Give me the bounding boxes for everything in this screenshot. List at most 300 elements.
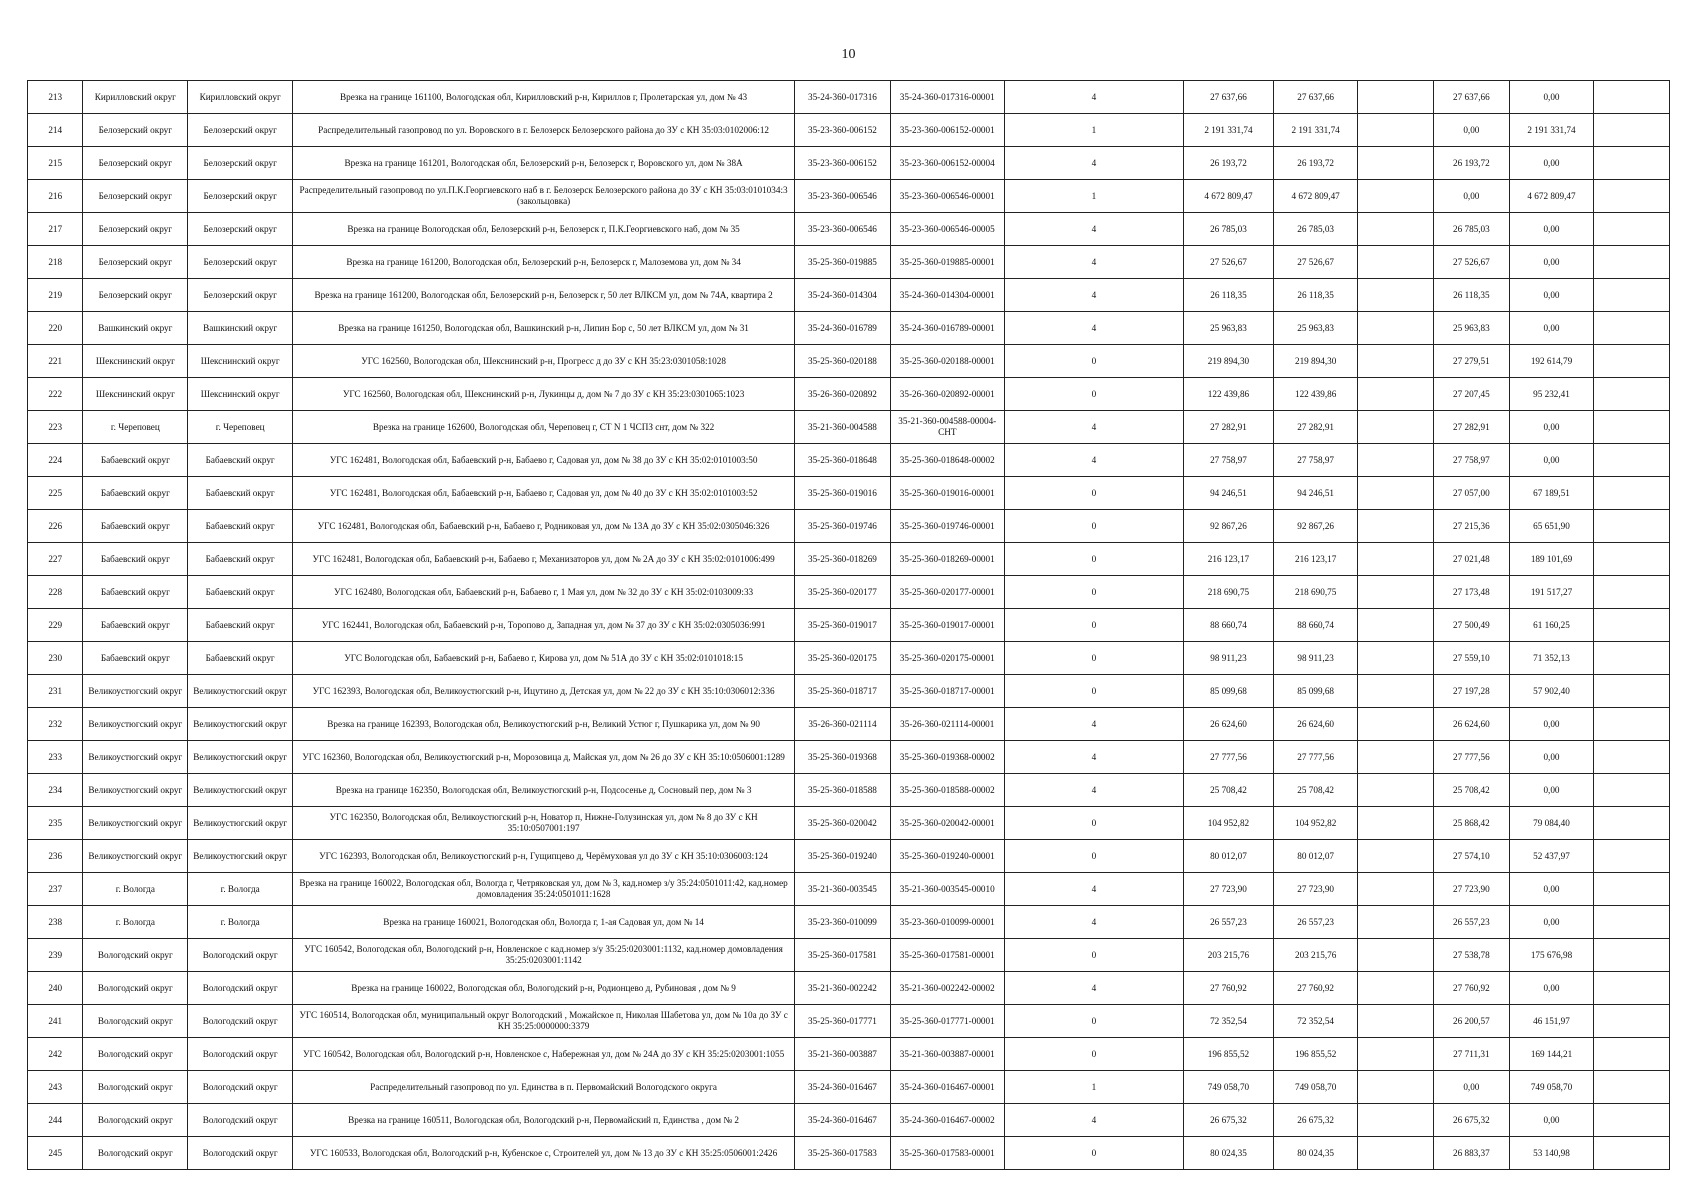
municipality-cell: Бабаевский округ [188, 543, 293, 576]
row-number: 244 [28, 1104, 83, 1137]
empty-cell [1594, 1137, 1670, 1170]
total-amount-cell: 98 911,23 [1184, 642, 1274, 675]
object-description-cell: УГС 160542, Вологодская обл, Вологодский р-н, Новленское с, Набережная ул, дом № 24А до ЗУ с КН 35:25:0203001:1055 [293, 1038, 795, 1071]
district-cell: Бабаевский округ [83, 510, 188, 543]
district-cell: Шекснинский округ [83, 378, 188, 411]
object-description-cell: Врезка на границе 162393, Вологодская обл, Великоустюгский р-н, Великий Устюг г, Пушкарика ул, дом № 90 [293, 708, 795, 741]
project-code-cell: 35-26-360-020892 [795, 378, 891, 411]
object-description-cell: Врезка на границе 160022, Вологодская обл, Вологда г, Четряковская ул, дом № 3, кад.номер з/у 35:24:0501011:42, кад.номер домовладения 35:24:0501011:1628 [293, 873, 795, 906]
row-number: 224 [28, 444, 83, 477]
empty-cell [1358, 840, 1434, 873]
category-cell: 4 [1004, 972, 1183, 1005]
district-cell: Великоустюгский округ [83, 840, 188, 873]
municipality-cell: Бабаевский округ [188, 510, 293, 543]
object-description-cell: Врезка на границе 161200, Вологодская обл, Белозерский р-н, Белозерск г, Малоземова ул, дом № 34 [293, 246, 795, 279]
municipality-cell: Вашкинский округ [188, 312, 293, 345]
remaining-amount-cell: 0,00 [1509, 708, 1594, 741]
project-code-cell: 35-24-360-017316 [795, 81, 891, 114]
table-row [28, 378, 1670, 411]
fee-amount-cell: 25 868,42 [1434, 807, 1510, 840]
total-amount-cell: 26 118,35 [1184, 279, 1274, 312]
empty-cell [1358, 81, 1434, 114]
fee-amount-cell: 27 538,78 [1434, 939, 1510, 972]
category-cell: 0 [1004, 345, 1183, 378]
category-cell: 4 [1004, 213, 1183, 246]
district-cell: Бабаевский округ [83, 609, 188, 642]
total-amount-cell: 27 760,92 [1184, 972, 1274, 1005]
district-cell: Великоустюгский округ [83, 741, 188, 774]
amount-cell: 4 672 809,47 [1273, 180, 1358, 213]
empty-cell [1594, 741, 1670, 774]
category-cell: 4 [1004, 246, 1183, 279]
category-cell: 0 [1004, 807, 1183, 840]
row-number: 239 [28, 939, 83, 972]
total-amount-cell: 94 246,51 [1184, 477, 1274, 510]
district-cell: Вашкинский округ [83, 312, 188, 345]
project-code-cell: 35-24-360-014304 [795, 279, 891, 312]
table-row [28, 675, 1670, 708]
object-code-cell: 35-25-360-020042-00001 [890, 807, 1004, 840]
total-amount-cell: 25 963,83 [1184, 312, 1274, 345]
row-number: 242 [28, 1038, 83, 1071]
row-number: 223 [28, 411, 83, 444]
municipality-cell: Бабаевский округ [188, 576, 293, 609]
remaining-amount-cell: 65 651,90 [1509, 510, 1594, 543]
municipality-cell: Белозерский округ [188, 279, 293, 312]
empty-cell [1594, 906, 1670, 939]
municipality-cell: Бабаевский округ [188, 609, 293, 642]
empty-cell [1594, 345, 1670, 378]
object-code-cell: 35-25-360-017581-00001 [890, 939, 1004, 972]
project-code-cell: 35-21-360-004588 [795, 411, 891, 444]
row-number: 245 [28, 1137, 83, 1170]
row-number: 240 [28, 972, 83, 1005]
table-row [28, 1071, 1670, 1104]
empty-cell [1594, 840, 1670, 873]
total-amount-cell: 27 723,90 [1184, 873, 1274, 906]
table-row [28, 279, 1670, 312]
row-number: 214 [28, 114, 83, 147]
fee-amount-cell: 27 758,97 [1434, 444, 1510, 477]
fee-amount-cell: 26 557,23 [1434, 906, 1510, 939]
object-description-cell: Распределительный газопровод по ул. Единства в п. Первомайский Вологодского округа [293, 1071, 795, 1104]
district-cell: Белозерский округ [83, 114, 188, 147]
row-number: 232 [28, 708, 83, 741]
object-code-cell: 35-23-360-006152-00004 [890, 147, 1004, 180]
object-description-cell: Распределительный газопровод по ул. Воровского в г. Белозерск Белозерского района до ЗУ с КН 35:03:0102006:12 [293, 114, 795, 147]
row-number: 226 [28, 510, 83, 543]
total-amount-cell: 88 660,74 [1184, 609, 1274, 642]
object-code-cell: 35-25-360-019746-00001 [890, 510, 1004, 543]
empty-cell [1358, 378, 1434, 411]
empty-cell [1358, 1038, 1434, 1071]
category-cell: 0 [1004, 378, 1183, 411]
municipality-cell: Белозерский округ [188, 114, 293, 147]
empty-cell [1358, 774, 1434, 807]
municipality-cell: Шекснинский округ [188, 345, 293, 378]
remaining-amount-cell: 53 140,98 [1509, 1137, 1594, 1170]
object-code-cell: 35-25-360-020175-00001 [890, 642, 1004, 675]
object-description-cell: Врезка на границе 161250, Вологодская обл, Вашкинский р-н, Липин Бор с, 50 лет ВЛКСМ ул, дом № 31 [293, 312, 795, 345]
total-amount-cell: 216 123,17 [1184, 543, 1274, 576]
row-number: 228 [28, 576, 83, 609]
object-description-cell: Распределительный газопровод по ул.П.К.Георгиевского наб в г. Белозерск Белозерского района до ЗУ с КН 35:03:0101034:3 (закольцовка) [293, 180, 795, 213]
category-cell: 0 [1004, 609, 1183, 642]
table-row [28, 1137, 1670, 1170]
municipality-cell: г. Череповец [188, 411, 293, 444]
row-number: 230 [28, 642, 83, 675]
fee-amount-cell: 27 282,91 [1434, 411, 1510, 444]
row-number: 218 [28, 246, 83, 279]
table-row [28, 873, 1670, 906]
total-amount-cell: 218 690,75 [1184, 576, 1274, 609]
amount-cell: 72 352,54 [1273, 1005, 1358, 1038]
remaining-amount-cell: 0,00 [1509, 246, 1594, 279]
district-cell: Великоустюгский округ [83, 807, 188, 840]
row-number: 219 [28, 279, 83, 312]
object-code-cell: 35-25-360-019240-00001 [890, 840, 1004, 873]
empty-cell [1594, 807, 1670, 840]
row-number: 217 [28, 213, 83, 246]
project-code-cell: 35-21-360-003887 [795, 1038, 891, 1071]
amount-cell: 88 660,74 [1273, 609, 1358, 642]
remaining-amount-cell: 71 352,13 [1509, 642, 1594, 675]
district-cell: Великоустюгский округ [83, 708, 188, 741]
remaining-amount-cell: 191 517,27 [1509, 576, 1594, 609]
empty-cell [1358, 708, 1434, 741]
amount-cell: 26 193,72 [1273, 147, 1358, 180]
row-number: 216 [28, 180, 83, 213]
municipality-cell: г. Вологда [188, 906, 293, 939]
remaining-amount-cell: 0,00 [1509, 741, 1594, 774]
amount-cell: 104 952,82 [1273, 807, 1358, 840]
total-amount-cell: 80 012,07 [1184, 840, 1274, 873]
category-cell: 0 [1004, 576, 1183, 609]
fee-amount-cell: 0,00 [1434, 1071, 1510, 1104]
empty-cell [1358, 246, 1434, 279]
object-description-cell: УГС 162393, Вологодская обл, Великоустюгский р-н, Ицутино д, Детская ул, дом № 22 до ЗУ с КН 35:10:0306012:336 [293, 675, 795, 708]
remaining-amount-cell: 4 672 809,47 [1509, 180, 1594, 213]
object-code-cell: 35-23-360-006152-00001 [890, 114, 1004, 147]
empty-cell [1594, 510, 1670, 543]
municipality-cell: Шекснинский округ [188, 378, 293, 411]
object-code-cell: 35-25-360-020177-00001 [890, 576, 1004, 609]
table-row [28, 213, 1670, 246]
project-code-cell: 35-25-360-020177 [795, 576, 891, 609]
amount-cell: 25 963,83 [1273, 312, 1358, 345]
amount-cell: 85 099,68 [1273, 675, 1358, 708]
project-code-cell: 35-25-360-019746 [795, 510, 891, 543]
total-amount-cell: 27 282,91 [1184, 411, 1274, 444]
object-code-cell: 35-24-360-016467-00001 [890, 1071, 1004, 1104]
municipality-cell: Бабаевский округ [188, 444, 293, 477]
table-row [28, 807, 1670, 840]
amount-cell: 94 246,51 [1273, 477, 1358, 510]
row-number: 237 [28, 873, 83, 906]
object-code-cell: 35-21-360-003887-00001 [890, 1038, 1004, 1071]
table-row [28, 180, 1670, 213]
total-amount-cell: 27 637,66 [1184, 81, 1274, 114]
empty-cell [1594, 1071, 1670, 1104]
object-code-cell: 35-25-360-019016-00001 [890, 477, 1004, 510]
object-description-cell: УГС 160514, Вологодская обл, муниципальный округ Вологодский , Можайское п, Николая Шабетова ул, дом № 10а до ЗУ с КН 35:25:0000000:3379 [293, 1005, 795, 1038]
remaining-amount-cell: 57 902,40 [1509, 675, 1594, 708]
fee-amount-cell: 0,00 [1434, 180, 1510, 213]
remaining-amount-cell: 0,00 [1509, 81, 1594, 114]
empty-cell [1594, 444, 1670, 477]
municipality-cell: Вологодский округ [188, 1071, 293, 1104]
total-amount-cell: 219 894,30 [1184, 345, 1274, 378]
project-code-cell: 35-25-360-020188 [795, 345, 891, 378]
empty-cell [1594, 246, 1670, 279]
total-amount-cell: 2 191 331,74 [1184, 114, 1274, 147]
amount-cell: 26 675,32 [1273, 1104, 1358, 1137]
category-cell: 4 [1004, 411, 1183, 444]
remaining-amount-cell: 749 058,70 [1509, 1071, 1594, 1104]
project-code-cell: 35-24-360-016789 [795, 312, 891, 345]
municipality-cell: Белозерский округ [188, 180, 293, 213]
row-number: 222 [28, 378, 83, 411]
project-code-cell: 35-25-360-019368 [795, 741, 891, 774]
project-code-cell: 35-25-360-018588 [795, 774, 891, 807]
fee-amount-cell: 25 963,83 [1434, 312, 1510, 345]
category-cell: 4 [1004, 279, 1183, 312]
total-amount-cell: 203 215,76 [1184, 939, 1274, 972]
amount-cell: 27 637,66 [1273, 81, 1358, 114]
district-cell: Вологодский округ [83, 1071, 188, 1104]
project-code-cell: 35-25-360-018269 [795, 543, 891, 576]
amount-cell: 80 012,07 [1273, 840, 1358, 873]
amount-cell: 27 723,90 [1273, 873, 1358, 906]
object-code-cell: 35-24-360-014304-00001 [890, 279, 1004, 312]
project-code-cell: 35-21-360-003545 [795, 873, 891, 906]
total-amount-cell: 26 624,60 [1184, 708, 1274, 741]
object-code-cell: 35-23-360-010099-00001 [890, 906, 1004, 939]
amount-cell: 26 118,35 [1273, 279, 1358, 312]
row-number: 213 [28, 81, 83, 114]
municipality-cell: Кирилловский округ [188, 81, 293, 114]
empty-cell [1594, 477, 1670, 510]
empty-cell [1358, 1071, 1434, 1104]
project-code-cell: 35-25-360-017581 [795, 939, 891, 972]
empty-cell [1358, 576, 1434, 609]
municipality-cell: г. Вологда [188, 873, 293, 906]
amount-cell: 219 894,30 [1273, 345, 1358, 378]
empty-cell [1594, 708, 1670, 741]
row-number: 227 [28, 543, 83, 576]
object-description-cell: УГС Вологодская обл, Бабаевский р-н, Бабаево г, Кирова ул, дом № 51А до ЗУ с КН 35:02:0101018:15 [293, 642, 795, 675]
object-description-cell: Врезка на границе 161100, Вологодская обл, Кирилловский р-н, Кириллов г, Пролетарская ул, дом № 43 [293, 81, 795, 114]
municipality-cell: Белозерский округ [188, 147, 293, 180]
empty-cell [1594, 1038, 1670, 1071]
amount-cell: 27 758,97 [1273, 444, 1358, 477]
project-code-cell: 35-25-360-018717 [795, 675, 891, 708]
object-code-cell: 35-21-360-004588-00004-СНТ [890, 411, 1004, 444]
fee-amount-cell: 26 785,03 [1434, 213, 1510, 246]
fee-amount-cell: 27 215,36 [1434, 510, 1510, 543]
row-number: 241 [28, 1005, 83, 1038]
project-code-cell: 35-25-360-019017 [795, 609, 891, 642]
category-cell: 4 [1004, 906, 1183, 939]
row-number: 235 [28, 807, 83, 840]
object-code-cell: 35-25-360-019885-00001 [890, 246, 1004, 279]
project-code-cell: 35-23-360-006546 [795, 180, 891, 213]
row-number: 243 [28, 1071, 83, 1104]
total-amount-cell: 749 058,70 [1184, 1071, 1274, 1104]
table-row [28, 939, 1670, 972]
remaining-amount-cell: 61 160,25 [1509, 609, 1594, 642]
row-number: 220 [28, 312, 83, 345]
fee-amount-cell: 27 500,49 [1434, 609, 1510, 642]
empty-cell [1594, 576, 1670, 609]
table-row [28, 345, 1670, 378]
object-description-cell: Врезка на границе 161201, Вологодская обл, Белозерский р-н, Белозерск г, Воровского ул, дом № 38А [293, 147, 795, 180]
amount-cell: 216 123,17 [1273, 543, 1358, 576]
empty-cell [1358, 741, 1434, 774]
fee-amount-cell: 27 173,48 [1434, 576, 1510, 609]
fee-amount-cell: 27 021,48 [1434, 543, 1510, 576]
municipality-cell: Вологодский округ [188, 1038, 293, 1071]
object-description-cell: УГС 162360, Вологодская обл, Великоустюгский р-н, Морозовица д, Майская ул, дом № 26 до ЗУ с КН 35:10:0506001:1289 [293, 741, 795, 774]
object-code-cell: 35-25-360-018717-00001 [890, 675, 1004, 708]
amount-cell: 80 024,35 [1273, 1137, 1358, 1170]
table-row [28, 510, 1670, 543]
remaining-amount-cell: 67 189,51 [1509, 477, 1594, 510]
category-cell: 0 [1004, 1137, 1183, 1170]
fee-amount-cell: 27 711,31 [1434, 1038, 1510, 1071]
municipality-cell: Белозерский округ [188, 246, 293, 279]
remaining-amount-cell: 0,00 [1509, 444, 1594, 477]
table-row [28, 81, 1670, 114]
amount-cell: 27 777,56 [1273, 741, 1358, 774]
empty-cell [1594, 939, 1670, 972]
amount-cell: 122 439,86 [1273, 378, 1358, 411]
district-cell: Вологодский округ [83, 1005, 188, 1038]
category-cell: 4 [1004, 741, 1183, 774]
total-amount-cell: 85 099,68 [1184, 675, 1274, 708]
empty-cell [1594, 675, 1670, 708]
empty-cell [1594, 873, 1670, 906]
empty-cell [1358, 543, 1434, 576]
total-amount-cell: 26 675,32 [1184, 1104, 1274, 1137]
table-body [28, 81, 1670, 1170]
empty-cell [1358, 939, 1434, 972]
object-description-cell: УГС 162560, Вологодская обл, Шекснинский р-н, Лукинцы д, дом № 7 до ЗУ с КН 35:23:0301065:1023 [293, 378, 795, 411]
empty-cell [1594, 543, 1670, 576]
data-table [27, 80, 1670, 1170]
fee-amount-cell: 27 760,92 [1434, 972, 1510, 1005]
municipality-cell: Вологодский округ [188, 972, 293, 1005]
category-cell: 0 [1004, 939, 1183, 972]
empty-cell [1358, 1005, 1434, 1038]
object-description-cell: УГС 162481, Вологодская обл, Бабаевский р-н, Бабаево г, Садовая ул, дом № 40 до ЗУ с КН 35:02:0101003:52 [293, 477, 795, 510]
district-cell: Белозерский округ [83, 279, 188, 312]
fee-amount-cell: 0,00 [1434, 114, 1510, 147]
category-cell: 1 [1004, 114, 1183, 147]
empty-cell [1358, 906, 1434, 939]
total-amount-cell: 122 439,86 [1184, 378, 1274, 411]
object-code-cell: 35-24-360-016789-00001 [890, 312, 1004, 345]
table-row [28, 1005, 1670, 1038]
empty-cell [1594, 114, 1670, 147]
municipality-cell: Вологодский округ [188, 1005, 293, 1038]
category-cell: 4 [1004, 147, 1183, 180]
category-cell: 0 [1004, 477, 1183, 510]
municipality-cell: Великоустюгский округ [188, 741, 293, 774]
district-cell: Белозерский округ [83, 213, 188, 246]
page-number: 10 [841, 47, 856, 62]
row-number: 236 [28, 840, 83, 873]
project-code-cell: 35-25-360-020175 [795, 642, 891, 675]
project-code-cell: 35-25-360-017771 [795, 1005, 891, 1038]
table-row [28, 741, 1670, 774]
amount-cell: 25 708,42 [1273, 774, 1358, 807]
district-cell: Вологодский округ [83, 1137, 188, 1170]
object-code-cell: 35-25-360-019368-00002 [890, 741, 1004, 774]
empty-cell [1358, 873, 1434, 906]
table-row [28, 642, 1670, 675]
table-row [28, 972, 1670, 1005]
district-cell: г. Вологда [83, 906, 188, 939]
object-code-cell: 35-24-360-017316-00001 [890, 81, 1004, 114]
empty-cell [1594, 1005, 1670, 1038]
total-amount-cell: 27 758,97 [1184, 444, 1274, 477]
fee-amount-cell: 27 723,90 [1434, 873, 1510, 906]
remaining-amount-cell: 52 437,97 [1509, 840, 1594, 873]
empty-cell [1594, 81, 1670, 114]
project-code-cell: 35-23-360-010099 [795, 906, 891, 939]
fee-amount-cell: 27 637,66 [1434, 81, 1510, 114]
fee-amount-cell: 27 207,45 [1434, 378, 1510, 411]
object-code-cell: 35-25-360-017771-00001 [890, 1005, 1004, 1038]
object-code-cell: 35-25-360-019017-00001 [890, 609, 1004, 642]
empty-cell [1358, 213, 1434, 246]
empty-cell [1358, 444, 1434, 477]
district-cell: Вологодский округ [83, 1104, 188, 1137]
table-row [28, 543, 1670, 576]
row-number: 215 [28, 147, 83, 180]
remaining-amount-cell: 175 676,98 [1509, 939, 1594, 972]
total-amount-cell: 25 708,42 [1184, 774, 1274, 807]
amount-cell: 92 867,26 [1273, 510, 1358, 543]
object-code-cell: 35-23-360-006546-00005 [890, 213, 1004, 246]
municipality-cell: Белозерский округ [188, 213, 293, 246]
category-cell: 1 [1004, 1071, 1183, 1104]
remaining-amount-cell: 2 191 331,74 [1509, 114, 1594, 147]
empty-cell [1594, 972, 1670, 1005]
total-amount-cell: 92 867,26 [1184, 510, 1274, 543]
category-cell: 4 [1004, 708, 1183, 741]
object-description-cell: УГС 162481, Вологодская обл, Бабаевский р-н, Бабаево г, Садовая ул, дом № 38 до ЗУ с КН 35:02:0101003:50 [293, 444, 795, 477]
municipality-cell: Бабаевский округ [188, 477, 293, 510]
row-number: 225 [28, 477, 83, 510]
remaining-amount-cell: 0,00 [1509, 411, 1594, 444]
empty-cell [1358, 609, 1434, 642]
object-description-cell: УГС 162480, Вологодская обл, Бабаевский р-н, Бабаево г, 1 Мая ул, дом № 32 до ЗУ с КН 35:02:0103009:33 [293, 576, 795, 609]
municipality-cell: Вологодский округ [188, 1104, 293, 1137]
row-number: 231 [28, 675, 83, 708]
municipality-cell: Великоустюгский округ [188, 774, 293, 807]
project-code-cell: 35-25-360-018648 [795, 444, 891, 477]
project-code-cell: 35-24-360-016467 [795, 1071, 891, 1104]
amount-cell: 26 624,60 [1273, 708, 1358, 741]
remaining-amount-cell: 189 101,69 [1509, 543, 1594, 576]
empty-cell [1594, 279, 1670, 312]
table-row [28, 411, 1670, 444]
empty-cell [1358, 114, 1434, 147]
fee-amount-cell: 26 200,57 [1434, 1005, 1510, 1038]
total-amount-cell: 196 855,52 [1184, 1038, 1274, 1071]
